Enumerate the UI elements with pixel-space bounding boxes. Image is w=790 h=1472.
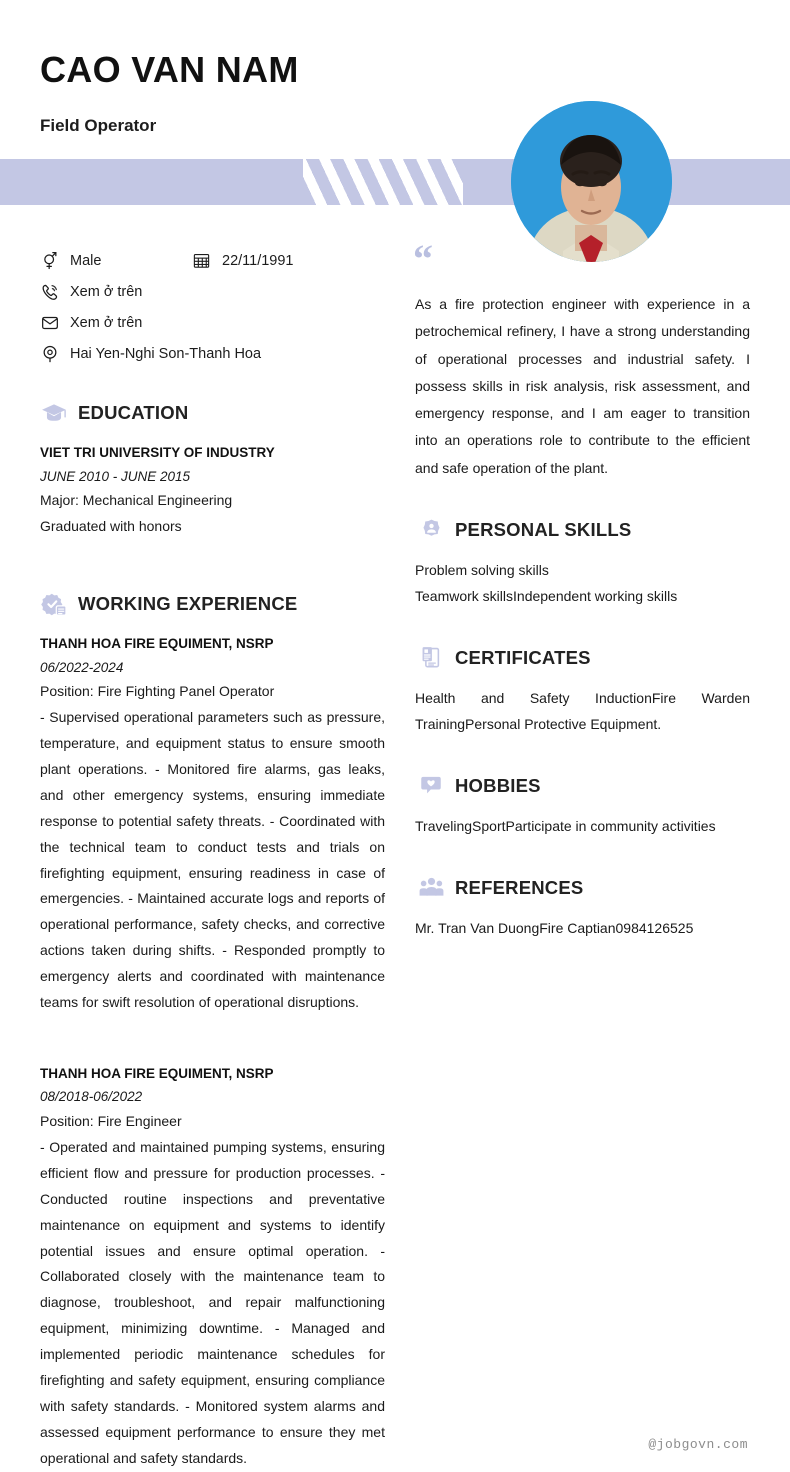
experience-description: - Operated and maintained pumping systems, ensuring efficient flow and pressure for production processes. - Conducted routine inspections and preventative maintenance on equipment and systems to identify potential issues and ensure optimal operation. - Collaborated closely with the maintenance team to diagnose, troubleshoot, and repair malfunctioning equipment, minimizing downtime. - Managed and implemented periodic maintenance schedules for firefighting and safety equipment, ensuring compliance with safety standards. - Monitored system alarms and assessed equipment performance to ensure they met operational and safety standards.: [40, 1139, 385, 1466]
experience-section: [40, 590, 385, 1472]
education-section: [40, 399, 385, 540]
certificates-heading: [417, 644, 750, 672]
experience-org: THANH HOA FIRE EQUIMENT, NSRP: [40, 1065, 274, 1081]
experience-entry: [40, 632, 385, 1016]
entry-spacer: [40, 1036, 385, 1062]
references-heading: [417, 874, 750, 902]
page-title: CAO VAN NAM: [40, 49, 299, 90]
badge-check-icon: [40, 590, 68, 618]
gender-male-icon: [40, 251, 70, 271]
hobbies-section: [415, 772, 750, 840]
contact-info: [40, 245, 385, 369]
contact-gender: [40, 251, 192, 271]
certificates-section: [415, 644, 750, 738]
personal-skills-section: [415, 516, 750, 610]
education-entry: [40, 441, 385, 540]
experience-org: THANH HOA FIRE EQUIMENT, NSRP: [40, 636, 274, 652]
contact-email-value: Xem ở trên: [70, 314, 143, 331]
references-text: Mr. Tran Van DuongFire Captian0984126525: [415, 919, 694, 936]
education-date: JUNE 2010 - JUNE 2015: [40, 468, 191, 484]
contact-dob: [192, 251, 294, 270]
phone-icon: [40, 282, 70, 302]
experience-date: 06/2022-2024: [40, 659, 124, 675]
section-spacer: [40, 560, 385, 590]
experience-position: Position: Fire Engineer: [40, 1113, 182, 1130]
contact-gender-value: Male: [70, 252, 102, 269]
graduation-cap-icon: [40, 399, 68, 427]
job-title: Field Operator: [40, 116, 157, 135]
contact-phone-value: Xem ở trên: [70, 283, 143, 300]
experience-heading: [40, 590, 385, 618]
personal-skills-title: PERSONAL SKILLS: [455, 519, 632, 541]
contact-email: [40, 307, 385, 338]
references-title: REFERENCES: [455, 876, 584, 898]
contact-phone: [40, 276, 385, 307]
education-note: Graduated with honors: [40, 518, 182, 535]
people-group-icon: [417, 874, 445, 902]
resume-header: [0, 0, 790, 215]
experience-date: 08/2018-06/2022: [40, 1089, 143, 1105]
summary-section: [413, 236, 750, 482]
location-pin-icon: [40, 344, 70, 364]
quote-mark-icon: “: [413, 236, 433, 281]
education-title: EDUCATION: [78, 402, 189, 423]
contact-address-value: Hai Yen-Nghi Son-Thanh Hoa: [70, 345, 262, 362]
education-major: Major: Mechanical Engineering: [40, 492, 233, 509]
experience-title: WORKING EXPERIENCE: [78, 593, 298, 615]
certificate-document-icon: [417, 644, 445, 672]
envelope-icon: [40, 313, 70, 333]
banner-diagonal-stripes: [303, 159, 463, 205]
calendar-icon: [192, 251, 222, 270]
certificates-text: Health and Safety InductionFire Warden TrainingPersonal Protective Equipment.: [415, 689, 750, 732]
experience-entry: [40, 1062, 385, 1472]
hobbies-text: TravelingSportParticipate in community activities: [415, 817, 716, 834]
experience-description: - Supervised operational parameters such as pressure, temperature, and equipment status to ensure smooth plant operations. - Monitored fire alarms, gas leaks, and other emergency systems, ensuring immediate response to potential safety threats. - Coordinated with the technical team to conduct tests and trials on firefighting equipment, ensuring readiness in case of emergencies. - Maintained accurate logs and reports of operational performance, safety checks, and corrective actions taken during shifts. - Responded promptly to emergency alerts and coordinated with maintenance teams for swift resolution of operational disruptions.: [40, 709, 385, 1010]
summary-text: As a fire protection engineer with experience in a petrochemical refinery, I have a strong understanding of operational processes and industrial safety. I possess skills in risk analysis, risk assessment, and emergency response, and I am eager to transition into an operations role to contribute to the efficient and safe operation of the plant.: [415, 296, 750, 476]
certificates-title: CERTIFICATES: [455, 646, 591, 668]
contact-dob-value: 22/11/1991: [222, 252, 294, 269]
experience-position: Position: Fire Fighting Panel Operator: [40, 683, 275, 700]
education-heading: [40, 399, 385, 427]
references-section: [415, 874, 750, 942]
personal-skills-line: Problem solving skills: [415, 562, 549, 579]
user-gear-icon: [417, 516, 445, 544]
hobbies-title: HOBBIES: [455, 774, 541, 796]
hobbies-heading: [417, 772, 750, 800]
education-school: VIET TRI UNIVERSITY OF INDUSTRY: [40, 445, 275, 460]
watermark: @jobgovn.com: [648, 1437, 748, 1452]
heart-chat-icon: [417, 772, 445, 800]
personal-skills-line: Teamwork skillsIndependent working skills: [415, 587, 678, 604]
left-column: [0, 215, 385, 1472]
contact-row-gender-dob: [40, 245, 385, 276]
contact-address: [40, 338, 385, 369]
right-column: [385, 215, 790, 1472]
personal-skills-heading: [417, 516, 750, 544]
resume-columns: [0, 215, 790, 1472]
